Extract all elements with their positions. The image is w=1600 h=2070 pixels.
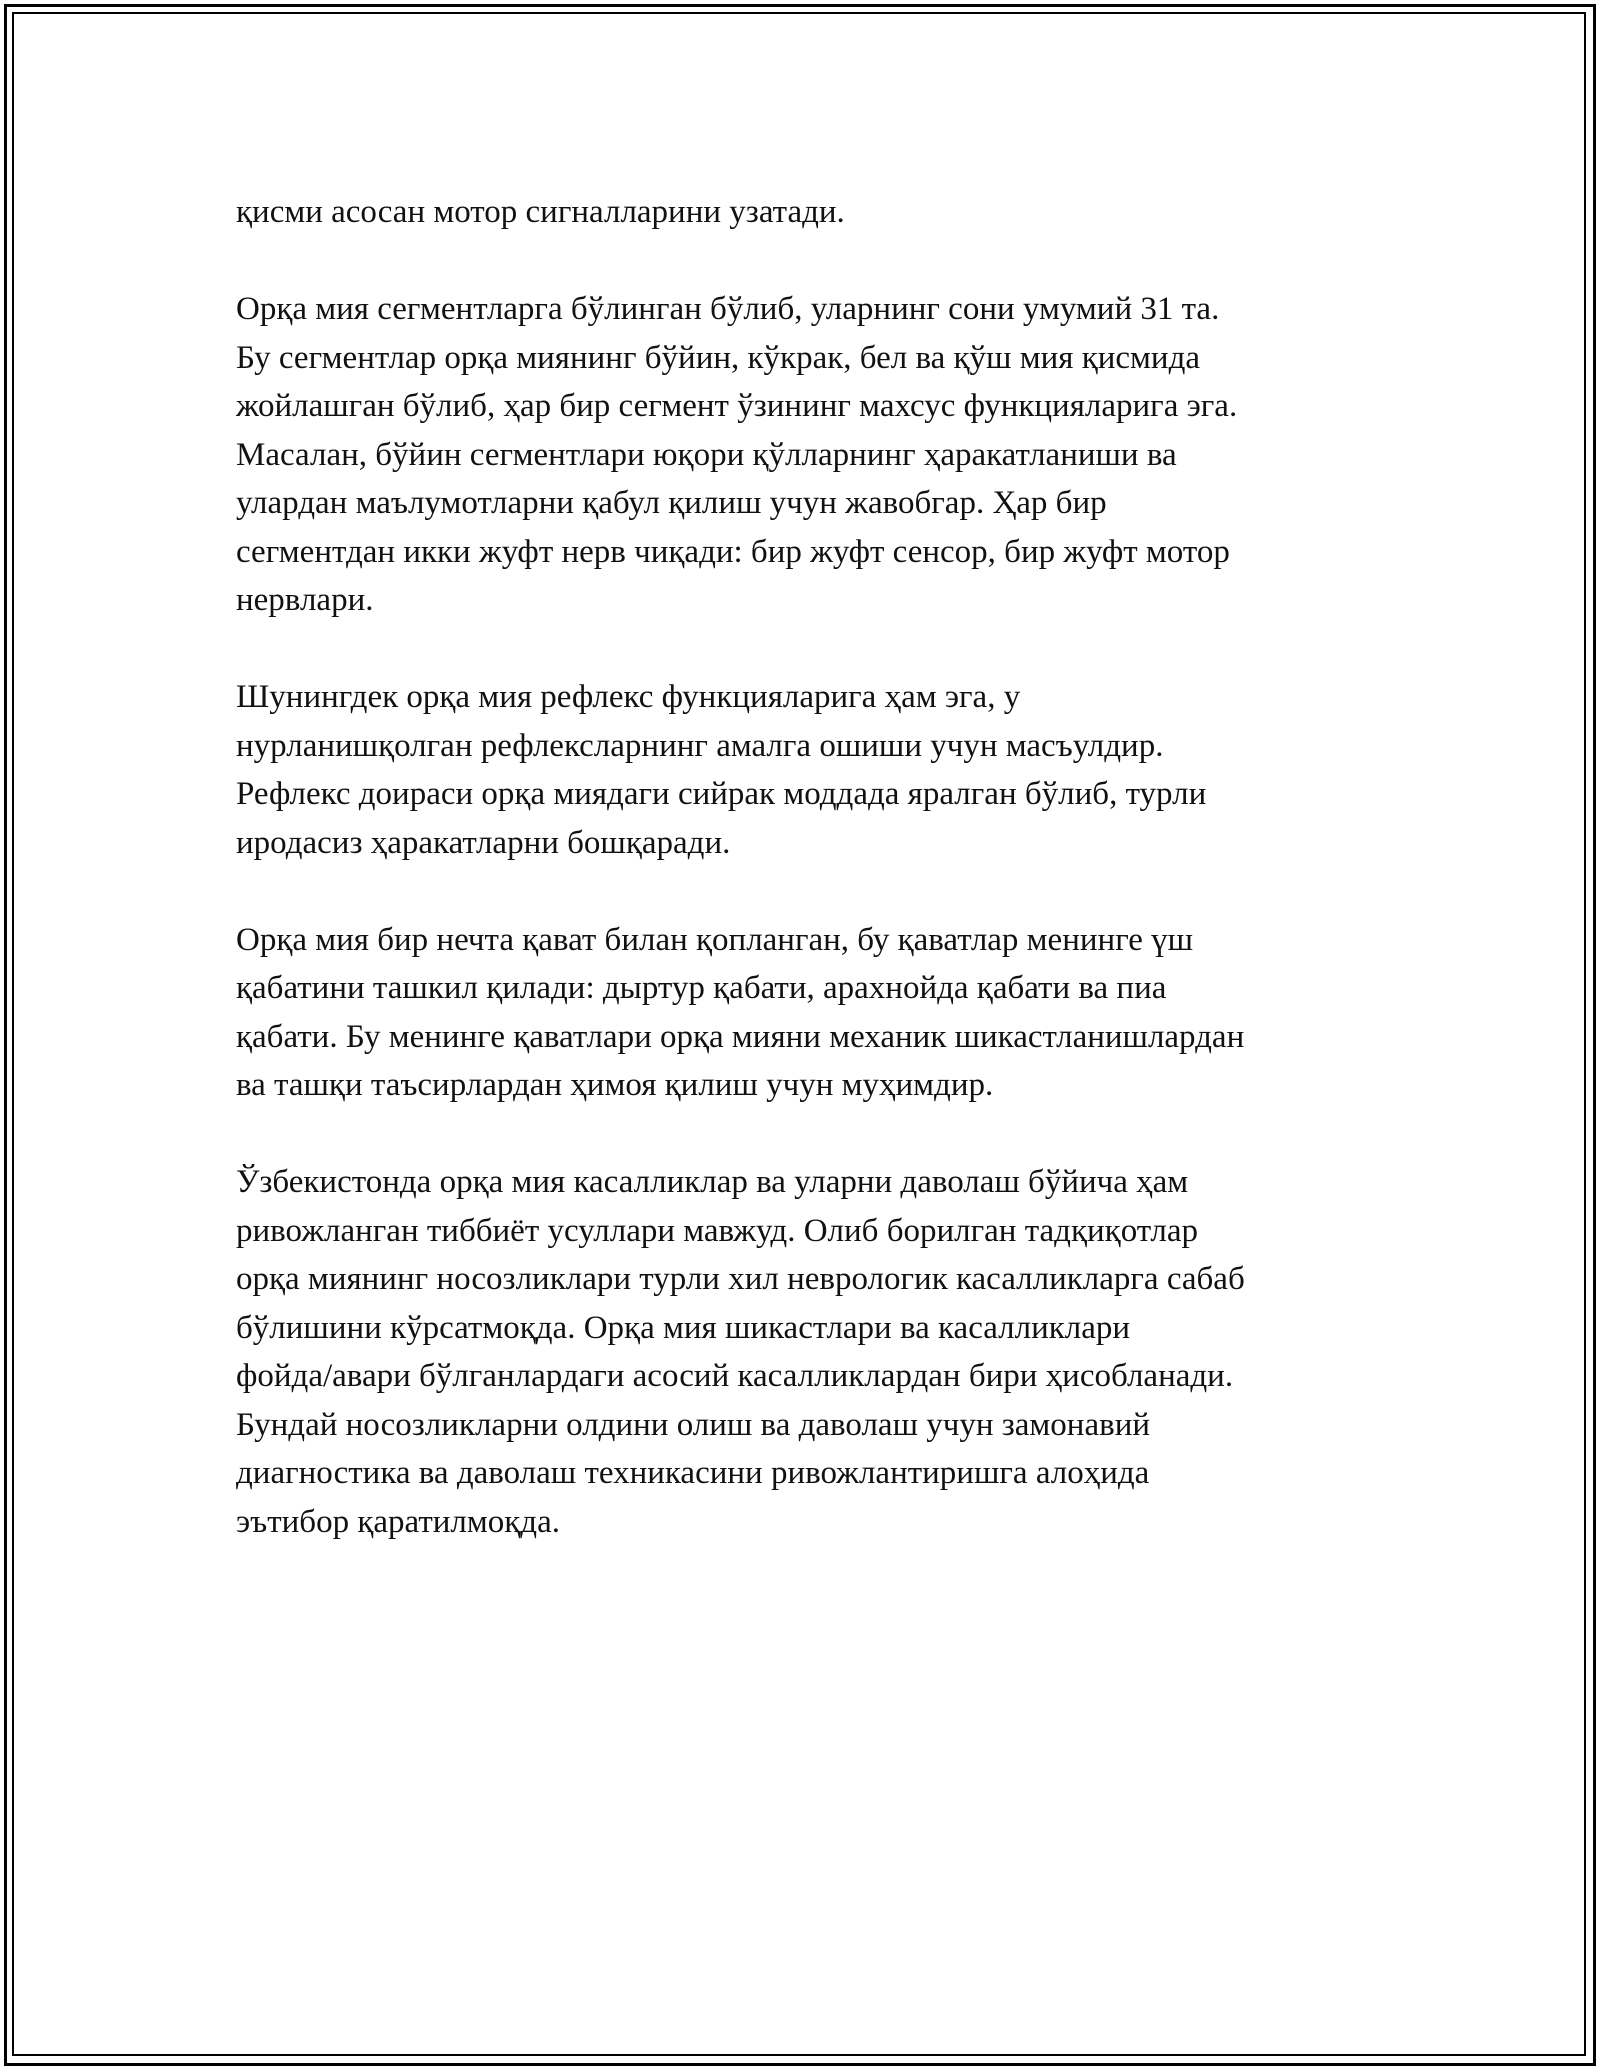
document-body <box>236 188 1376 1595</box>
paragraph-2: Орқа мия сегментларга бўлинган бўлиб, уларнинг сони умумий 31 та. Бу сегментлар орқа миянинг бўйин, кўкрак, бел ва қўш мия қисмида жойлашган бўлиб, ҳар бир сегмент ўзининг махсус функцияларига эга. Масалан, бўйин сегментлари юқори қўлларнинг ҳаракатланиши ва улардан маълумотларни қабул қилиш учун жавобгар. Ҳар бир сегментдан икки жуфт нерв чиқади: бир жуфт сенсор, бир жуфт мотор нервлари. <box>236 291 1238 618</box>
paragraph-3: Шунингдек орқа мия рефлекс функцияларига ҳам эга, у нурланишқолган рефлексларнинг амалга ошиши учун масъулдир. Рефлекс доираси орқа миядаги сийрак моддада яралган бўлиб, турли иродасиз ҳаракатларни бошқаради. <box>236 679 1207 861</box>
paragraph-1: қисми асосан мотор сигналларини узатади. <box>236 194 845 230</box>
paragraph-4: Орқа мия бир нечта қават билан қопланган, бу қаватлар менинге үш қабатини ташкил қилади: дыртур қабати, арахнойда қабати ва пиа қабати. Бу менинге қаватлари орқа мияни механик шикастланишлардан ва ташқи таъсирлардан ҳимоя қилиш учун муҳимдир. <box>236 921 1245 1103</box>
paragraph-5: Ўзбекистонда орқа мия касалликлар ва уларни даволаш бўйича ҳам ривожланган тиббиёт усуллари мавжуд. Олиб борилган тадқиқотлар орқа миянинг носозликлари турли хил неврологик касалликларга сабаб бўлишини кўрсатмоқда. Орқа мия шикастлари ва касалликлари фойда/авари бўлганлардаги асосий касалликлардан бири ҳисобланади. Бундай носозликларни олдини олиш ва даволаш учун замонавий диагностика ва даволаш техникасини ривожлантиришга алоҳида эътибор қаратилмоқда. <box>236 1164 1245 1540</box>
